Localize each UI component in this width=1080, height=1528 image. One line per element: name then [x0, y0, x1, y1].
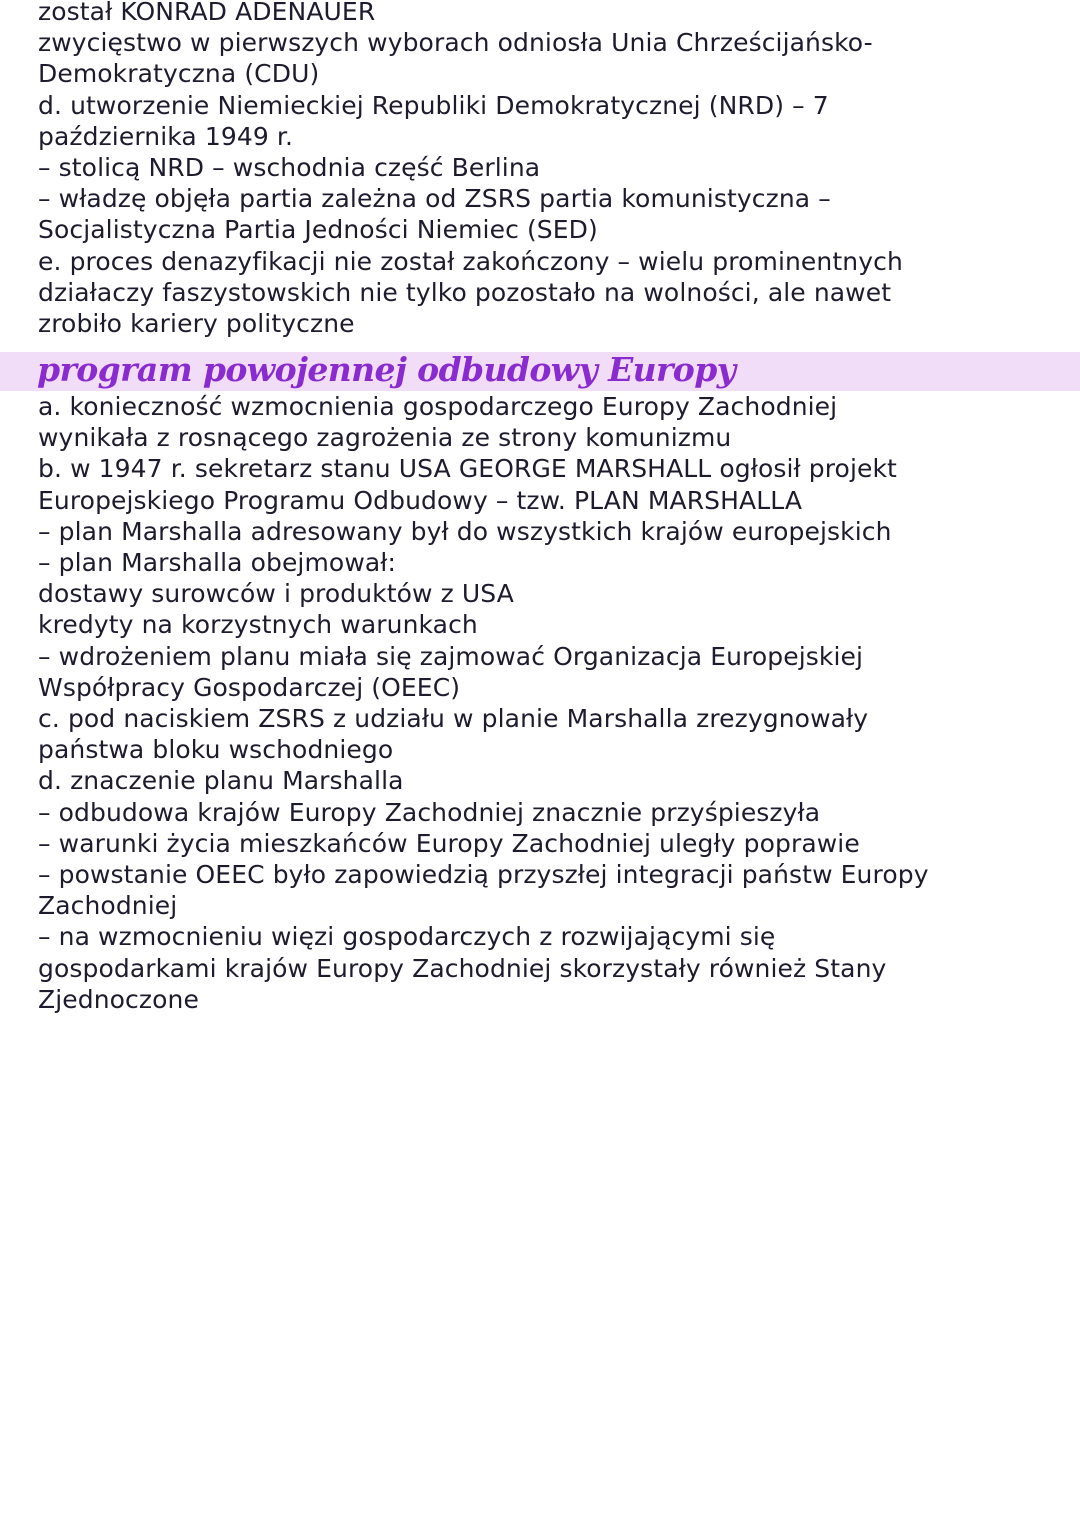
text-line: Współpracy Gospodarczej (OEEC): [38, 672, 461, 702]
text-line: zrobiło kariery polityczne: [38, 309, 355, 339]
text-line: d. utworzenie Niemieckiej Republiki Demokratycznej (NRD) – 7: [38, 90, 829, 120]
text-line: – stolicą NRD – wschodnia część Berlina: [38, 153, 541, 183]
text-line: Europejskiego Programu Odbudowy – tzw. PLAN MARSHALLA: [38, 485, 803, 515]
text-line: działaczy faszystowskich nie tylko pozostało na wolności, ale nawet: [38, 277, 892, 307]
text-line: e. proces denazyfikacji nie został zakończony – wielu prominentnych: [38, 246, 903, 276]
text-line: – warunki życia mieszkańców Europy Zachodniej uległy poprawie: [38, 828, 860, 858]
text-line: – na wzmocnieniu więzi gospodarczych z rozwijającymi się: [38, 922, 776, 952]
text-line: – plan Marshalla adresowany był do wszystkich krajów europejskich: [38, 516, 892, 546]
text-line: dostawy surowców i produktów z USA: [38, 579, 514, 609]
section-body-text: [38, 391, 1068, 1015]
previous-section-text: [38, 0, 1068, 339]
text-line: – wdrożeniem planu miała się zajmować Organizacja Europejskiej: [38, 641, 864, 671]
text-line: gospodarkami krajów Europy Zachodniej skorzystały również Stany: [38, 953, 887, 983]
text-line: Demokratyczna (CDU): [38, 59, 320, 89]
text-line: Zjednoczone: [38, 984, 199, 1014]
text-line: Socjalistyczna Partia Jedności Niemiec (SED): [38, 215, 598, 245]
text-line: b. w 1947 r. sekretarz stanu USA GEORGE MARSHALL ogłosił projekt: [38, 454, 897, 484]
text-line: d. znaczenie planu Marshalla: [38, 766, 404, 796]
text-line: został KONRAD ADENAUER: [38, 0, 376, 26]
text-line: – plan Marshalla obejmował:: [38, 548, 397, 578]
section-heading: program powojennej odbudowy Europy: [37, 350, 736, 389]
text-line: zwycięstwo w pierwszych wyborach odniosła Unia Chrześcijańsko-: [38, 28, 873, 58]
text-line: wynikała z rosnącego zagrożenia ze strony komunizmu: [38, 423, 732, 453]
text-line: państwa bloku wschodniego: [38, 735, 394, 765]
text-line: kredyty na korzystnych warunkach: [38, 610, 478, 640]
text-line: Zachodniej: [38, 891, 178, 921]
text-line: – odbudowa krajów Europy Zachodniej znacznie przyśpieszyła: [38, 797, 821, 827]
text-line: – władzę objęła partia zależna od ZSRS partia komunistyczna –: [38, 184, 831, 214]
text-line: c. pod naciskiem ZSRS z udziału w planie Marshalla zrezygnowały: [38, 704, 869, 734]
text-line: października 1949 r.: [38, 121, 294, 151]
text-line: – powstanie OEEC było zapowiedzią przyszłej integracji państw Europy: [38, 860, 929, 890]
text-line: a. konieczność wzmocnienia gospodarczego Europy Zachodniej: [38, 392, 838, 421]
